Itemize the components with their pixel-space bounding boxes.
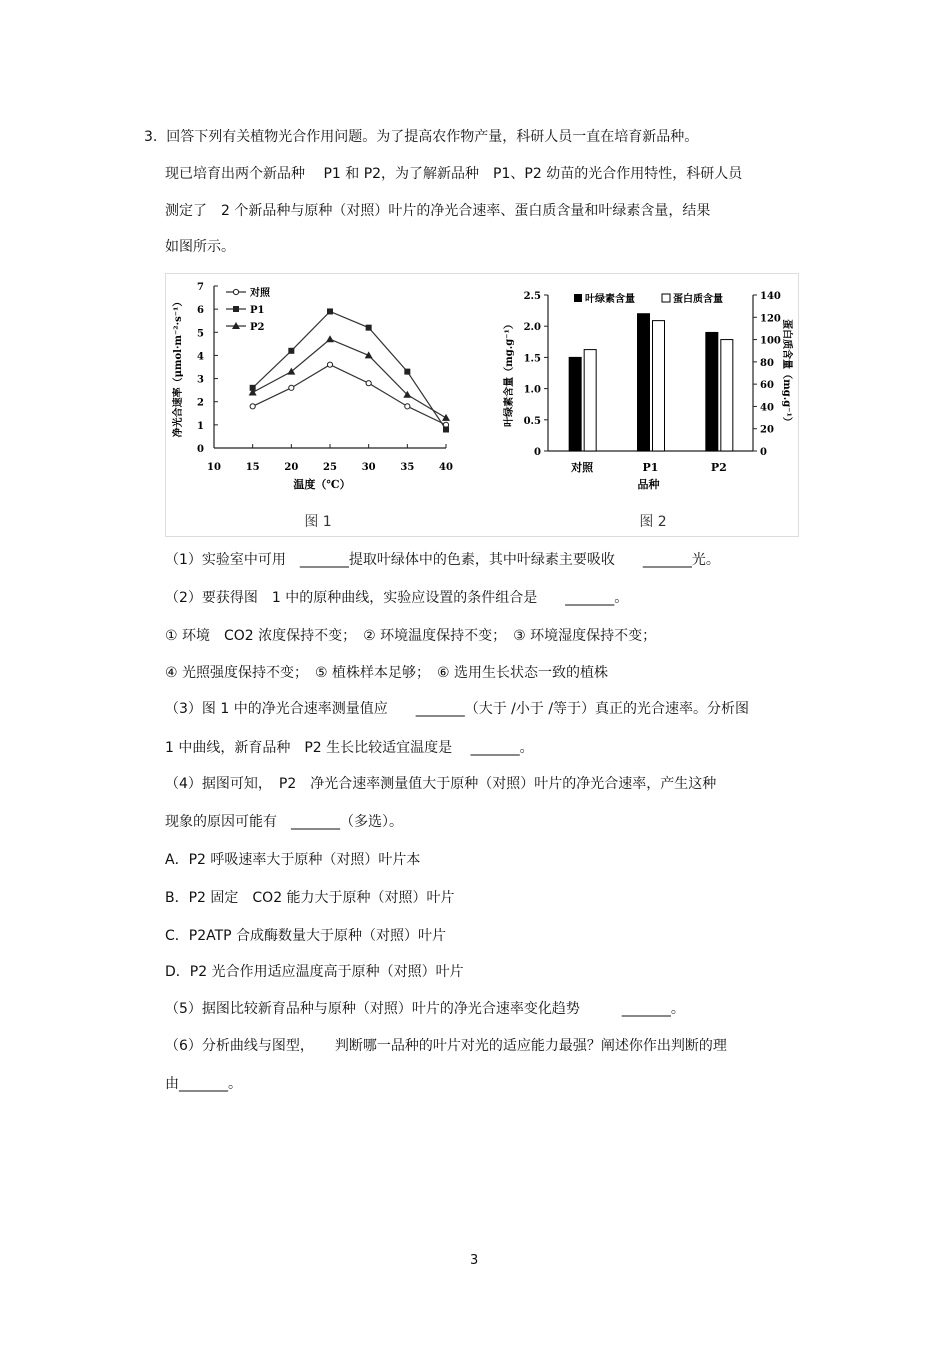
fig1-legend-label: 对照	[250, 288, 270, 299]
fig2-right-tick-label: 20	[760, 424, 774, 436]
sub-question-5: （5）据图比较新育品种与原种（对照）叶片的净光合速率变化趋势 _______。	[165, 1001, 685, 1017]
fig2-right-tick-label: 0	[760, 447, 767, 458]
sub-question-4-cont: 现象的原因可能有 _______（多选）。	[165, 814, 403, 830]
fig2-left-tick-label: 2.5	[523, 291, 541, 302]
fig2-bar-chlorophyll	[638, 314, 650, 451]
sub-question-1: （1）实验室中可用 _______提取叶绿体中的色素，其中叶绿素主要吸收 _______光。	[165, 552, 720, 568]
fig2-bar-protein	[653, 321, 665, 451]
choice-a: A．P2 呼吸速率大于原种（对照）叶片本	[165, 852, 421, 868]
fig2-left-axis-label: 叶绿素含量（mg.g⁻¹）	[504, 319, 515, 427]
fig1-data-point	[366, 381, 371, 386]
fig1-y-tick-label: 1	[197, 420, 204, 432]
fig1-data-point	[327, 362, 332, 367]
fig1-y-tick-label: 4	[197, 351, 204, 363]
question-line: 如图所示。	[165, 239, 235, 255]
page-number: 3	[470, 1253, 479, 1268]
condition-options-1: ① 环境 CO2 浓度保持不变； ② 环境温度保持不变； ③ 环境湿度保持不变；	[165, 628, 657, 644]
fig1-data-point	[366, 325, 372, 331]
fig1-y-tick-label: 3	[197, 374, 204, 386]
sub-question-2: （2）要获得图 1 中的原种曲线，实验应设置的条件组合是 _______。	[165, 590, 629, 606]
question-line: 测定了 2 个新品种与原种（对照）叶片的净光合速率、蛋白质含量和叶绿素含量，结果	[165, 203, 711, 219]
fig1-legend-label: P1	[250, 305, 265, 316]
fig1-x-tick-label: 15	[245, 462, 260, 473]
condition-options-2: ④ 光照强度保持不变； ⑤ 植株样本足够； ⑥ 选用生长状态一致的植株	[165, 665, 609, 681]
fig1-x-tick-label: 30	[361, 462, 376, 473]
choice-b: B．P2 固定 CO2 能力大于原种（对照）叶片	[165, 890, 455, 906]
question-line: 3. 回答下列有关植物光合作用问题。为了提高农作物产量，科研人员一直在培育新品种。	[144, 129, 699, 145]
fig1-caption: 图 1	[304, 514, 332, 530]
fig2-x-axis-label: 品种	[637, 478, 660, 491]
fig2-legend-swatch-protein	[662, 294, 670, 302]
fig1-data-point	[289, 385, 294, 390]
fig2-bar-chlorophyll	[569, 357, 581, 451]
fig1-data-point	[365, 351, 373, 358]
fig2-category-label: P2	[710, 461, 727, 474]
fig1-data-point	[327, 308, 333, 314]
fig2-left-tick-label: 2.0	[523, 322, 541, 334]
choice-c: C．P2ATP 合成酶数量大于原种（对照）叶片	[165, 928, 447, 944]
fig1-legend-marker	[233, 306, 239, 312]
fig1-y-tick-label: 2	[197, 397, 204, 409]
fig2-legend-swatch-chlorophyll	[574, 294, 582, 302]
fig1-y-axis-label: 净光合速率（μmol·m⁻²·s⁻¹）	[173, 296, 184, 438]
fig1-series-line-P2	[253, 339, 446, 418]
fig1-legend-label: P2	[250, 322, 265, 333]
sub-question-6: （6）分析曲线与图型， 判断哪一品种的叶片对光的适应能力最强？阐述你作出判断的理	[165, 1038, 727, 1054]
fig1-x-tick-label: 25	[323, 462, 337, 473]
fig2-left-tick-label: 0	[534, 447, 541, 458]
fig2-legend-label: 叶绿素含量	[585, 294, 635, 305]
fig1-series-line-P1	[253, 311, 446, 429]
figure-svg	[166, 274, 798, 536]
fig2-bar-protein	[721, 340, 733, 451]
fig2-right-tick-label: 140	[760, 291, 781, 302]
fig1-legend-marker	[233, 289, 238, 294]
fig1-x-tick-label: 40	[439, 462, 453, 473]
sub-question-6-cont: 由_______。	[165, 1076, 242, 1092]
choice-d: D．P2 光合作用适应温度高于原种（对照）叶片	[165, 964, 464, 980]
fig1-series-line-对照	[253, 365, 446, 425]
fig1-data-point	[404, 369, 410, 375]
fig1-data-point	[442, 414, 450, 421]
fig2-left-tick-label: 1.0	[523, 384, 541, 396]
fig1-y-tick-label: 7	[197, 282, 204, 293]
fig1-x-tick-label: 35	[400, 462, 415, 473]
fig1-x-tick-label: 20	[284, 462, 299, 473]
fig1-x-axis-label: 温度（℃）	[293, 478, 351, 491]
fig2-caption: 图 2	[639, 514, 667, 530]
fig1-data-point	[326, 335, 334, 342]
sub-question-4: （4）据图可知， P2 净光合速率测量值大于原种（对照）叶片的净光合速率，产生这种	[165, 776, 717, 792]
fig2-right-axis-label: 蛋白质含量（mg.g⁻¹）	[781, 319, 792, 427]
fig2-legend-label: 蛋白质含量	[673, 294, 723, 305]
fig2-category-label: P1	[642, 461, 659, 474]
question-line: 现已培育出两个新品种 P1 和 P2，为了解新品种 P1、P2 幼苗的光合作用特性，科研人员	[165, 166, 743, 182]
fig2-right-tick-label: 120	[760, 313, 781, 325]
sub-question-3-cont: 1 中曲线，新育品种 P2 生长比较适宜温度是 _______。	[165, 740, 534, 756]
fig1-y-tick-label: 6	[197, 305, 204, 317]
sub-question-3: （3）图 1 中的净光合速率测量值应 _______（大于 /小于 /等于）真正的光合速率。分析图	[165, 701, 750, 717]
fig2-right-tick-label: 100	[760, 335, 781, 347]
fig1-data-point	[288, 348, 294, 354]
fig2-left-tick-label: 0.5	[523, 415, 541, 427]
fig2-right-tick-label: 80	[760, 357, 774, 369]
fig2-right-tick-label: 60	[760, 380, 774, 392]
figure-area	[165, 273, 799, 537]
fig1-data-point	[250, 404, 255, 409]
fig1-x-tick-label: 10	[207, 462, 221, 473]
fig1-y-tick-label: 0	[197, 444, 204, 455]
fig1-data-point	[443, 426, 449, 432]
fig1-data-point	[405, 404, 410, 409]
fig2-category-label: 对照	[571, 461, 594, 474]
fig2-left-tick-label: 1.5	[523, 353, 541, 365]
fig2-right-tick-label: 40	[760, 402, 774, 414]
fig2-bar-protein	[584, 350, 596, 451]
fig1-y-tick-label: 5	[197, 328, 204, 340]
fig2-bar-chlorophyll	[706, 332, 718, 451]
